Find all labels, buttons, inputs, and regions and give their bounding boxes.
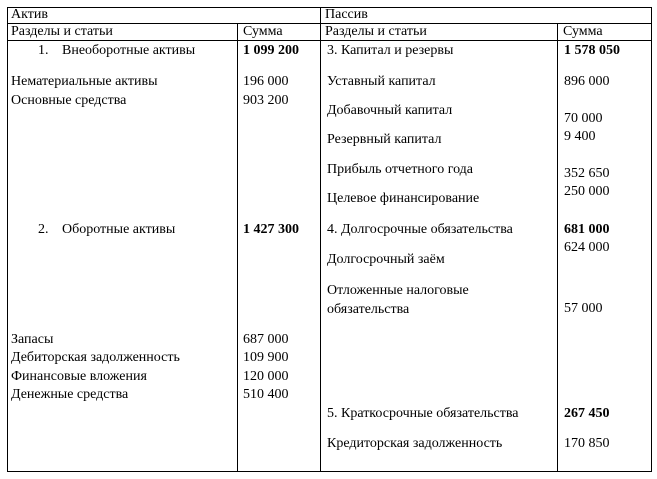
- aktiv-s1-total: 1 099 200: [243, 43, 299, 58]
- passiv-s3-item-name: Целевое финансирование: [327, 191, 480, 206]
- aktiv-passiv-divider: [320, 7, 321, 472]
- aktiv-s1-title: Внеоборотные активы: [62, 43, 196, 58]
- passiv-sum-divider: [557, 23, 558, 472]
- aktiv-s1-item-value: 196 000: [243, 74, 289, 89]
- aktiv-s2-item-value: 510 400: [243, 387, 289, 402]
- passiv-s3-item-name: Резервный капитал: [327, 132, 442, 147]
- table-border-bottom: [7, 471, 652, 472]
- aktiv-col-sum: Сумма: [243, 24, 283, 39]
- passiv-s3-item-name: Прибыль отчетного года: [327, 162, 474, 177]
- passiv-s5-total: 267 450: [564, 406, 610, 421]
- passiv-s5-item-value: 170 850: [564, 436, 610, 451]
- passiv-col-sections: Разделы и статьи: [325, 24, 427, 39]
- passiv-s3-item-value: 896 000: [564, 74, 610, 89]
- aktiv-s2-item-name: Денежные средства: [11, 387, 129, 402]
- aktiv-s2-item-name: Дебиторская задолженность: [11, 350, 180, 365]
- aktiv-s2-item-value: 109 900: [243, 350, 289, 365]
- balance-table: [7, 7, 652, 472]
- passiv-s5-item-name: Кредиторская задолженность: [327, 436, 503, 451]
- passiv-s3-item-value: 352 650: [564, 166, 610, 181]
- passiv-header: Пассив: [325, 7, 368, 22]
- aktiv-s2-title: Оборотные активы: [62, 222, 176, 237]
- passiv-s5-title: 5. Краткосрочные обязательства: [327, 406, 519, 421]
- aktiv-s2-item-name: Запасы: [11, 332, 54, 347]
- aktiv-s2-item-value: 687 000: [243, 332, 289, 347]
- aktiv-sum-divider: [237, 23, 238, 472]
- aktiv-s2-item-name: Финансовые вложения: [11, 369, 147, 384]
- passiv-s4-item-name-line2: обязательства: [327, 302, 410, 317]
- aktiv-s1-item-name: Нематериальные активы: [11, 74, 158, 89]
- aktiv-s1-item-name: Основные средства: [11, 93, 127, 108]
- aktiv-col-sections: Разделы и статьи: [11, 24, 113, 39]
- passiv-s3-item-name: Добавочный капитал: [327, 103, 453, 118]
- aktiv-s1-num: 1.: [38, 43, 49, 58]
- passiv-s4-item-value: 624 000: [564, 240, 610, 255]
- passiv-col-sum: Сумма: [563, 24, 603, 39]
- passiv-s4-item-name: Долгосрочный заём: [327, 252, 445, 267]
- aktiv-s2-num: 2.: [38, 222, 49, 237]
- passiv-s4-item-value: 57 000: [564, 301, 603, 316]
- passiv-s3-title: 3. Капитал и резервы: [327, 43, 454, 58]
- passiv-s3-item-value: 9 400: [564, 129, 596, 144]
- aktiv-s1-item-value: 903 200: [243, 93, 289, 108]
- table-border-left: [7, 7, 8, 472]
- header-divider-2: [7, 40, 652, 41]
- aktiv-s2-item-value: 120 000: [243, 369, 289, 384]
- passiv-s3-item-name: Уставный капитал: [327, 74, 436, 89]
- passiv-s3-item-value: 250 000: [564, 184, 610, 199]
- aktiv-header: Актив: [11, 7, 48, 22]
- passiv-s3-item-value: 70 000: [564, 111, 603, 126]
- table-border-right: [651, 7, 652, 472]
- passiv-s4-total: 681 000: [564, 222, 610, 237]
- passiv-s4-item-name-line1: Отложенные налоговые: [327, 283, 469, 298]
- passiv-s4-title: 4. Долгосрочные обязательства: [327, 222, 513, 237]
- aktiv-s2-total: 1 427 300: [243, 222, 299, 237]
- passiv-s3-total: 1 578 050: [564, 43, 620, 58]
